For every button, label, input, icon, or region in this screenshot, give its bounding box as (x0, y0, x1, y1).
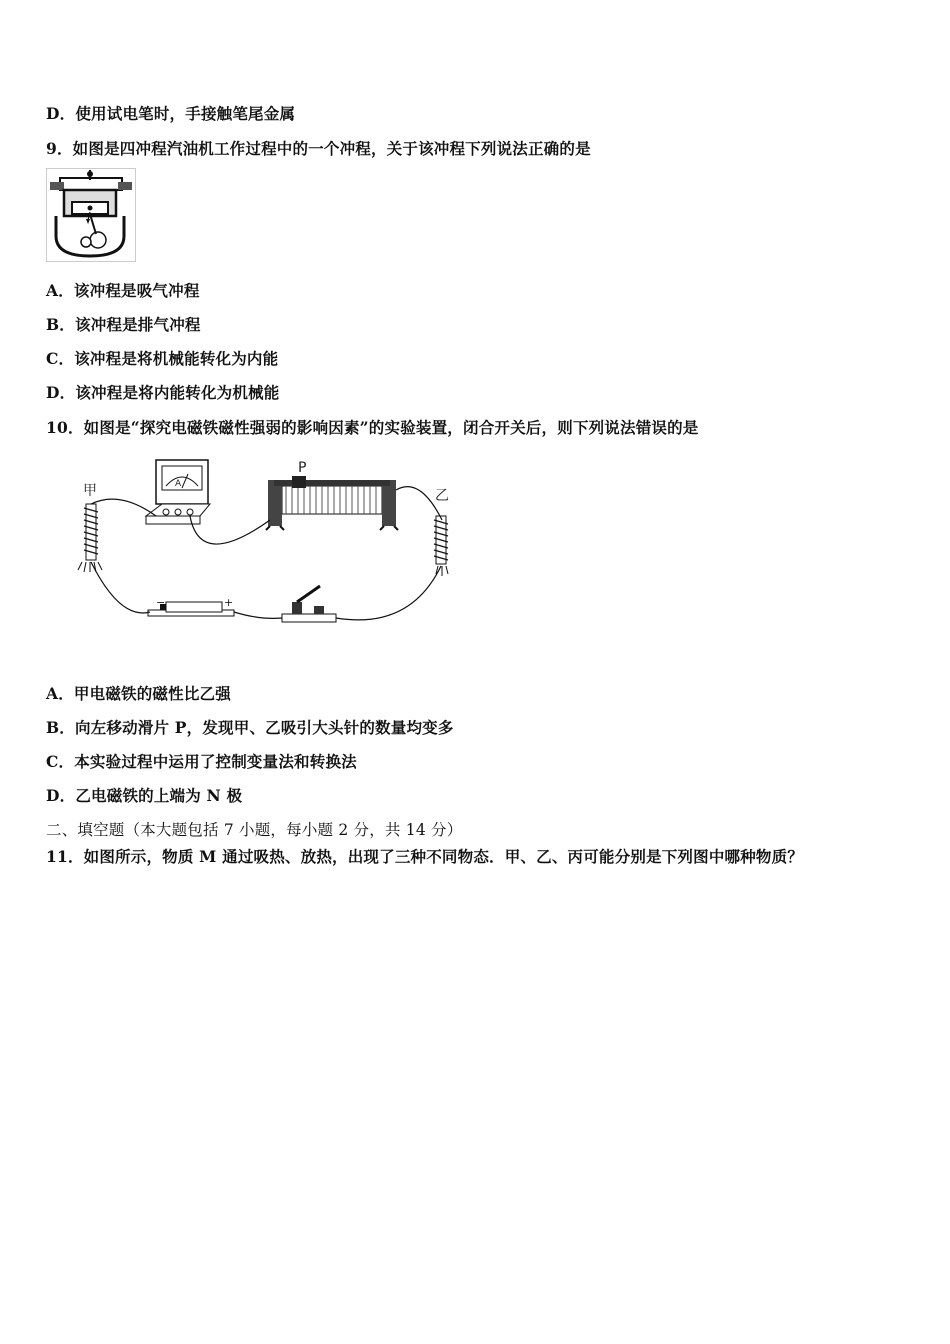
q10-option-d: D．乙电磁铁的上端为 N 极 (46, 786, 243, 805)
q9-option-d: D．该冲程是将内能转化为机械能 (46, 383, 280, 402)
q10-stem: 10．如图是“探究电磁铁磁性强弱的影响因素”的实验装置，闭合开关后，则下列说法错误的是 (46, 418, 699, 437)
q9-stem: 9．如图是四冲程汽油机工作过程中的一个冲程，关于该冲程下列说法正确的是 (46, 139, 591, 158)
engine-stroke-figure (46, 168, 136, 262)
switch (282, 586, 336, 622)
label-jia: 甲 (83, 483, 97, 499)
section-heading-fill-in: 二、填空题（本大题包括 7 小题，每小题 2 分，共 14 分） (46, 821, 463, 839)
electromagnet-jia (78, 504, 102, 572)
q9-option-b: B．该冲程是排气冲程 (46, 315, 201, 334)
q10-option-a: A．甲电磁铁的磁性比乙强 (46, 684, 231, 703)
ammeter (146, 460, 210, 524)
battery-plus: + (224, 596, 234, 609)
battery-minus: − (156, 596, 166, 609)
q8-option-d: D．使用试电笔时，手接触笔尾金属 (46, 104, 296, 123)
battery (148, 596, 234, 616)
sliding-rheostat (266, 476, 398, 530)
label-p: P (298, 460, 307, 476)
ammeter-label: A (175, 479, 182, 489)
electromagnet-experiment-figure (70, 450, 470, 630)
q10-option-b: B．向左移动滑片 P，发现甲、乙吸引大头针的数量均变多 (46, 718, 454, 737)
q11-stem: 11．如图所示，物质 M 通过吸热、放热，出现了三种不同物态．甲、乙、丙可能分别是下列图中哪种物质？ (46, 847, 804, 866)
q9-option-c: C．该冲程是将机械能转化为内能 (46, 349, 279, 368)
label-yi: 乙 (435, 488, 449, 504)
q9-option-a: A．该冲程是吸气冲程 (46, 281, 200, 300)
q10-option-c: C．本实验过程中运用了控制变量法和转换法 (46, 752, 357, 771)
